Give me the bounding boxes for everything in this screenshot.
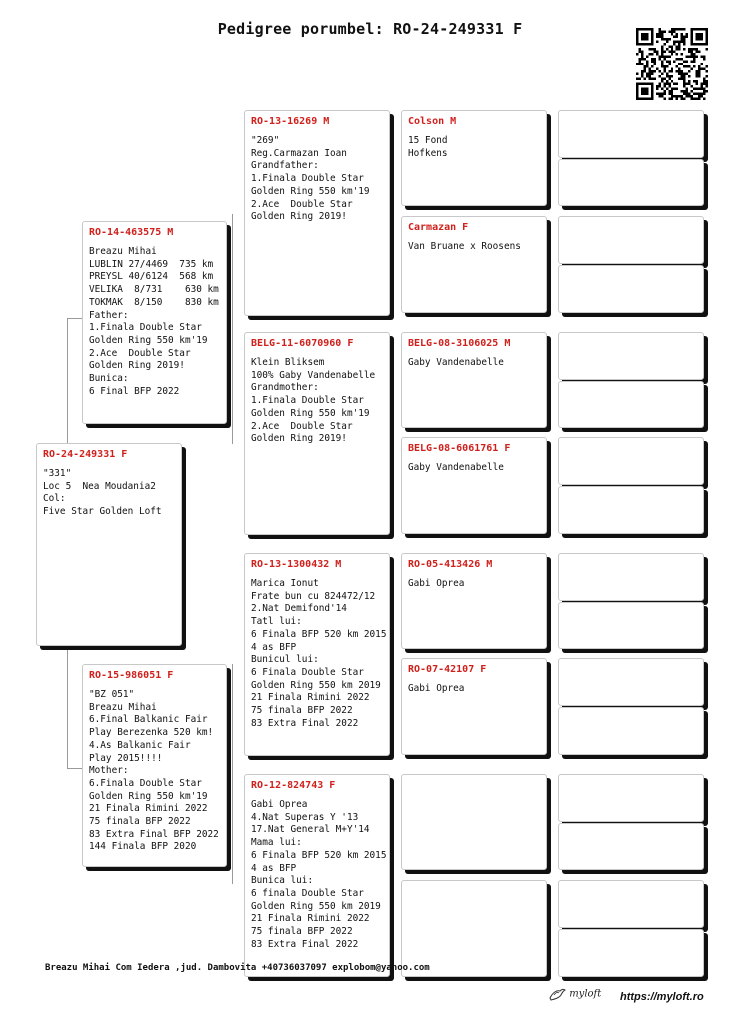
ancestor-card-empty[interactable] <box>558 216 704 264</box>
ancestor-card-empty[interactable] <box>558 707 704 755</box>
ancestor-card-empty[interactable] <box>558 381 704 428</box>
connector-line <box>232 214 233 444</box>
connector-line <box>67 768 83 769</box>
great-grandparent-notes: Gaby Vandenabelle <box>408 462 504 473</box>
father-ring: RO-14-463575 M <box>89 227 174 238</box>
great-grandparent-notes: Van Bruane x Roosens <box>408 241 521 252</box>
grandparent-card[interactable] <box>244 553 390 756</box>
grandparent-notes: Klein Bliksem 100% Gaby Vandenabelle Grandmother: 1.Finala Double Star Golden Ring 550 km'19 2.Ace Double Star Golden Ring 2019! <box>251 357 376 445</box>
great-grandparent-ring: BELG-08-6061761 F <box>408 443 511 454</box>
ancestor-card-empty[interactable] <box>558 437 704 485</box>
connector-line <box>67 318 83 319</box>
grandparent-notes: Marica Ionut Frate bun cu 824472/12 2.Nat Demifond'14 Tatl lui: 6 Finala BFP 520 km 2015 4 as BFP Bunicul lui: 6 Finala Double Star Golden Ring 550 km 2019 21 Finala Rimini 2022 75 finala BFP 2022 83 Extra Final 2022 <box>251 578 387 729</box>
great-grandparent-card[interactable] <box>401 110 547 206</box>
page-title: Pedigree porumbel: RO-24-249331 F <box>217 20 523 38</box>
great-grandparent-card[interactable] <box>401 553 547 649</box>
grandparent-card[interactable] <box>244 110 390 316</box>
great-grandparent-notes: Gaby Vandenabelle <box>408 357 504 368</box>
great-grandparent-notes: Gabi Oprea <box>408 683 465 694</box>
brand-name: myloft <box>569 988 602 1000</box>
pigeon-icon <box>548 986 566 1002</box>
great-grandparent-ring: Colson M <box>408 116 457 127</box>
grandparent-ring: RO-13-1300432 M <box>251 559 342 570</box>
ancestor-card-empty[interactable] <box>558 880 704 928</box>
grandparent-ring: RO-12-824743 F <box>251 780 336 791</box>
website-link[interactable]: https://myloft.ro <box>620 991 704 1003</box>
father-card[interactable] <box>82 221 227 424</box>
ancestor-card-empty[interactable] <box>558 553 704 601</box>
grandparent-card[interactable] <box>244 774 390 977</box>
mother-ring: RO-15-986051 F <box>89 670 174 681</box>
great-grandparent-notes: 15 Fond Hofkens <box>408 135 448 159</box>
ancestor-card-empty[interactable] <box>558 486 704 534</box>
grandparent-notes: Gabi Oprea 4.Nat Superas Y '13 17.Nat General M+Y'14 Mama lui: 6 Finala BFP 520 km 2015 4 as BFP Bunica lui: 6 finala Double Star Golden Ring 550 km 2019 21 Finala Rimini 2022 75 finala BFP 2022 83 Extra Final 2022 <box>251 799 387 950</box>
connector-line <box>232 664 233 884</box>
ancestor-card-empty[interactable] <box>558 110 704 158</box>
grandparent-ring: BELG-11-6070960 F <box>251 338 354 349</box>
great-grandparent-ring: BELG-08-3106025 M <box>408 338 511 349</box>
great-grandparent-ring: Carmazan F <box>408 222 469 233</box>
subject-ring: RO-24-249331 F <box>43 449 128 460</box>
ancestor-card-empty[interactable] <box>558 658 704 706</box>
great-grandparent-ring: RO-07-42107 F <box>408 664 487 675</box>
great-grandparent-notes: Gabi Oprea <box>408 578 465 589</box>
grandparent-card[interactable] <box>244 332 390 535</box>
brand-logo <box>548 986 601 1002</box>
ancestor-card-empty[interactable] <box>558 332 704 380</box>
mother-notes: "BZ 051" Breazu Mihai 6.Final Balkanic Fair Play Berezenka 520 km! 4.As Balkanic Fair Play 2015!!!! Mother: 6.Finala Double Star Golden Ring 550 km'19 21 Finala Rimini 2022 75 finala BFP 2022 83 Extra Final BFP 2022 144 Finala BFP 2020 <box>89 689 219 853</box>
great-grandparent-card[interactable] <box>401 437 547 534</box>
great-grandparent-ring: RO-05-413426 M <box>408 559 493 570</box>
great-grandparent-card[interactable] <box>401 658 547 755</box>
ancestor-card-empty[interactable] <box>558 823 704 870</box>
owner-contact: Breazu Mihai Com Iedera ,jud. Dambovita +40736037097 explobom@yahoo.com <box>45 963 430 973</box>
grandparent-notes: "269" Reg.Carmazan Ioan Grandfather: 1.Finala Double Star Golden Ring 550 km'19 2.Ace Double Star Golden Ring 2019! <box>251 135 370 223</box>
qr-code-icon <box>636 28 708 100</box>
ancestor-card-empty[interactable] <box>558 265 704 313</box>
subject-card[interactable] <box>36 443 182 646</box>
ancestor-card-empty[interactable] <box>558 159 704 206</box>
subject-notes: "331" Loc 5 Nea Moudania2 Col: Five Star Golden Loft <box>43 468 162 518</box>
father-notes: Breazu Mihai LUBLIN 27/4469 735 km PREYSL 40/6124 568 km VELIKA 8/731 630 km TOKMAK 8/150 830 km Father: 1.Finala Double Star Golden Ring 550 km'19 2.Ace Double Star Golden Ring 2019! Bunica: 6 Final BFP 2022 <box>89 246 219 397</box>
ancestor-card-empty[interactable] <box>558 774 704 822</box>
great-grandparent-card[interactable] <box>401 216 547 313</box>
ancestor-card-empty[interactable] <box>558 602 704 649</box>
grandparent-ring: RO-13-16269 M <box>251 116 330 127</box>
mother-card[interactable] <box>82 664 227 867</box>
great-grandparent-card[interactable] <box>401 774 547 870</box>
ancestor-card-empty[interactable] <box>558 929 704 977</box>
great-grandparent-card[interactable] <box>401 332 547 428</box>
